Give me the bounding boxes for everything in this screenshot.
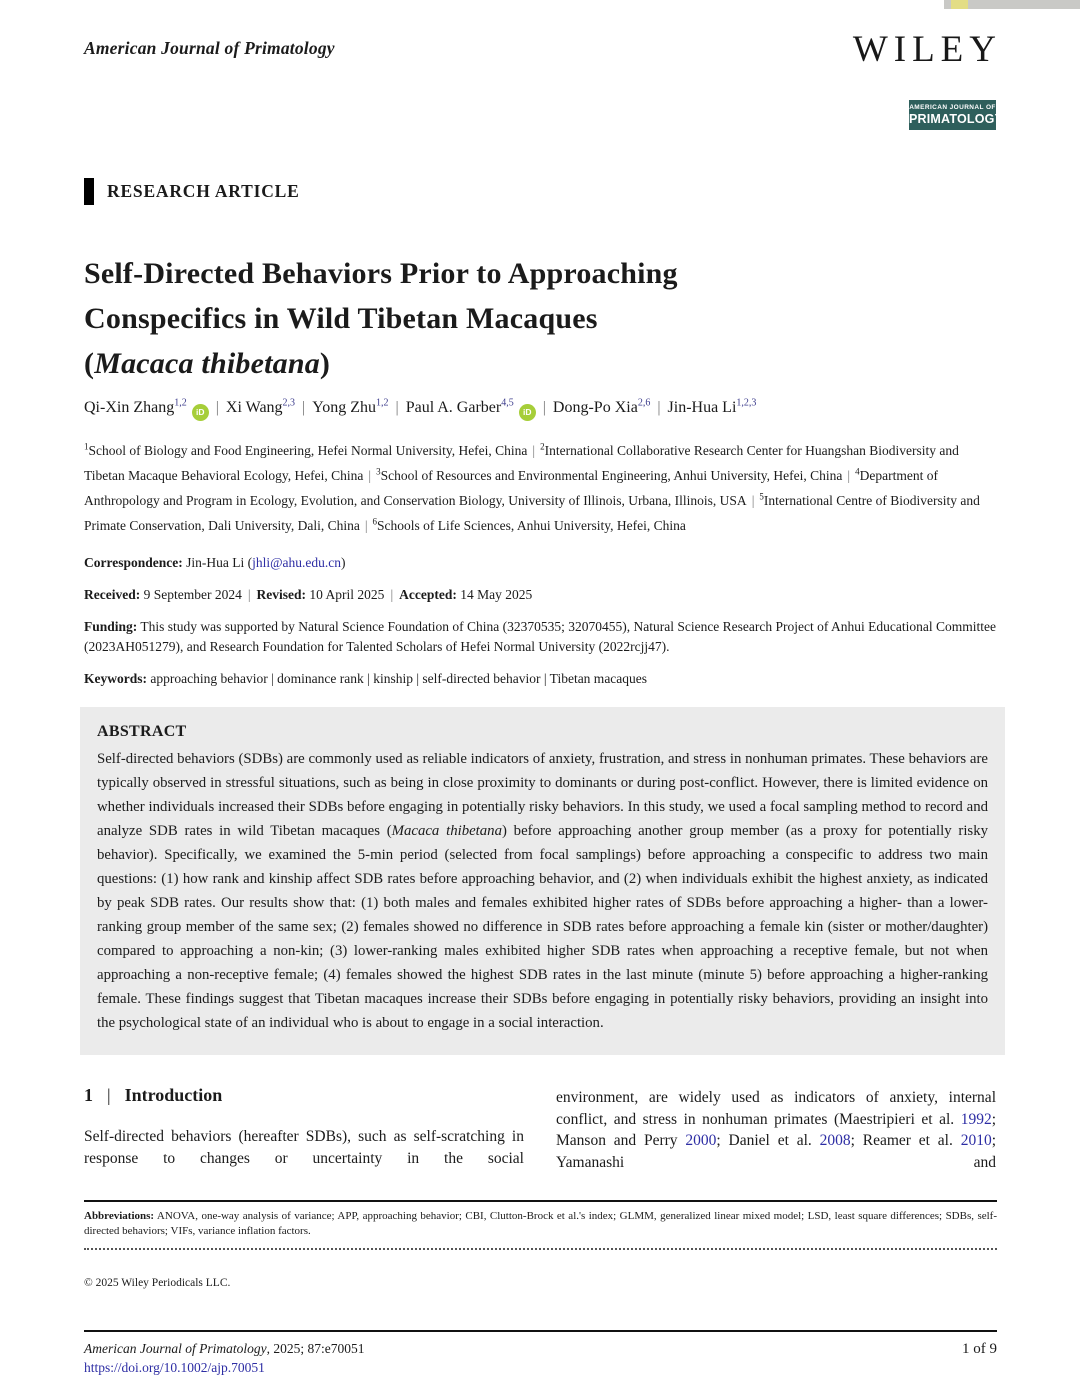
revised-date: 10 April 2025	[306, 587, 385, 603]
viewer-artifact-highlight	[951, 0, 968, 9]
footer-rule	[84, 1330, 997, 1332]
affiliation: $^2$International Collaborative Research Center for Huangshan Biodiversity and Tibetan Macaque Behavioral Ecology, Hefei, China	[84, 441, 959, 483]
orcid-icon[interactable]: iD	[192, 404, 209, 421]
author-name: Yong Zhu$^{1,2}$	[312, 398, 389, 417]
author-separator: |	[215, 399, 219, 417]
keywords-label: Keywords:	[84, 671, 147, 687]
title-line3-open: (	[84, 347, 95, 380]
history-separator: |	[390, 587, 394, 603]
affiliation-separator: |	[847, 467, 851, 483]
journal-badge	[909, 100, 1004, 130]
section-number: 1	[84, 1085, 93, 1106]
author-list	[84, 398, 996, 421]
title-line2: Conspecifics in Wild Tibetan Macaques	[84, 302, 598, 335]
introduction-section	[84, 1085, 996, 1173]
affiliation-separator: |	[532, 442, 536, 458]
history-separator: |	[247, 587, 251, 603]
author-affiliation-sup: 4,5	[501, 398, 514, 409]
citation-year-link[interactable]: 2008	[819, 1132, 851, 1150]
article-type-label: RESEARCH ARTICLE	[107, 181, 300, 201]
affiliation: $^5$International Centre of Biodiversity and Primate Conservation, Dali University, Dali, China	[84, 491, 980, 533]
keywords-text: approaching behavior | dominance rank | kinship | self-directed behavior | Tibetan macaques	[147, 671, 648, 687]
abbreviations-footnote	[84, 1200, 997, 1250]
author-affiliation-sup: 1,2	[375, 398, 389, 409]
author-name: Xi Wang$^{2,3}$	[225, 398, 296, 417]
page-header	[84, 0, 1004, 130]
section-heading	[84, 1085, 524, 1106]
intro-paragraph-left: Self-directed behaviors (hereafter SDBs), such as self-scratching in response to changes or uncertainty in the social	[84, 1128, 524, 1167]
received-label: Received:	[84, 587, 141, 603]
funding-line	[84, 617, 996, 657]
affiliation-list	[84, 436, 996, 536]
affiliation-separator: |	[364, 517, 368, 533]
article-type-marker	[84, 178, 94, 205]
affiliation: $^3$School of Resources and Environmental Engineering, Anhui University, Hefei, China	[376, 466, 843, 483]
journal-name: American Journal of Primatology	[84, 38, 335, 58]
footer-citation: , 2025; 87:e70051	[266, 1341, 365, 1356]
affiliation: $^1$School of Biology and Food Engineering, Hefei Normal University, Hefei, China	[84, 441, 528, 458]
abstract-box	[80, 707, 1005, 1055]
journal-badge-line2: PRIMATOLOGY	[909, 112, 1004, 126]
author-affiliation-sup: 1,2,3	[736, 398, 757, 409]
journal-badge-line1: AMERICAN JOURNAL OF	[909, 104, 996, 111]
page-number: 1 of 9	[962, 1341, 997, 1357]
intro-paragraph-right: environment, are widely used as indicators of anxiety, internal conflict, and stress in nonhuman primates (Maestripieri et al. 1992; Manson and Perry 2000; Daniel et al. 2008; Reamer et al. 2010; Yamanashi and	[556, 1089, 997, 1171]
doi-link[interactable]: https://doi.org/10.1002/ajp.70051	[84, 1360, 265, 1375]
affiliation-separator: |	[751, 492, 755, 508]
correspondence-text-close: )	[341, 555, 346, 571]
title-species-name: Macaca thibetana	[94, 347, 320, 380]
dotted-divider	[84, 1248, 997, 1250]
author-separator: |	[657, 399, 661, 417]
intro-right-column	[556, 1085, 996, 1173]
abbreviations-text: Abbreviations: ANOVA, one-way analysis of variance; APP, approaching behavior; CBI, Clutton-Brock et al.'s index; GLMM, generalized linear mixed model; LSD, least square differences; SDBs, self-directed behaviors; VIFs, variance inflation factors.	[84, 1210, 997, 1237]
page-footer	[84, 1339, 997, 1377]
accepted-label: Accepted:	[399, 587, 457, 603]
copyright-notice: © 2025 Wiley Periodicals LLC.	[84, 1277, 231, 1289]
correspondence-email-link[interactable]: jhli@ahu.edu.cn	[252, 555, 342, 571]
correspondence-label: Correspondence:	[84, 555, 183, 571]
correspondence-text: Jin-Hua Li (	[182, 555, 253, 571]
section-separator: |	[107, 1085, 111, 1106]
affiliation: $^6$Schools of Life Sciences, Anhui University, Hefei, China	[372, 516, 686, 533]
intro-left-column	[84, 1085, 524, 1173]
author-affiliation-sup: 2,3	[282, 398, 296, 409]
article-type-header	[84, 178, 996, 205]
section-title: Introduction	[124, 1085, 223, 1106]
species-name-italic: Macaca thibetana	[391, 823, 502, 840]
affiliation-separator: |	[368, 467, 372, 483]
correspondence-line	[84, 553, 996, 573]
article-title	[84, 251, 996, 386]
footer-citation-block	[84, 1339, 364, 1377]
author-affiliation-sup: 1,2	[174, 398, 187, 409]
author-separator: |	[395, 399, 399, 417]
author-name: Dong-Po Xia$^{2,6}$	[552, 398, 651, 417]
accepted-date: 14 May 2025	[456, 587, 533, 603]
author-separator: |	[302, 399, 306, 417]
author-name: Paul A. Garber$^{4,5}$	[405, 398, 514, 417]
abstract-text: Self-directed behaviors (SDBs) are commonly used as reliable indicators of anxiety, frustration, and stress in nonhuman primates. These behaviors are typically observed in stressful situations, such as being in close proximity to dominants or during post-conflict. However, there is limited evidence on whether individuals increased their SDBs before engaging in potentially risky behaviors. In this study, we used a focal sampling method to record and analyze SDB rates in wild Tibetan macaques (Macaca thibetana) before approaching another group member (as a proxy for potentially risky behavior). Specifically, we examined the 5-min period (selected from focal samplings) before approaching a conspecific to address two main questions: (1) how rank and kinship affect SDB rates before approaching behavior, and (2) when individuals exhibit the highest anxiety, as indicated by peak SDB rates. Our results show that: (1) both males and females exhibited higher rates of SDBs before approaching a higher- than a lower-ranking group member of the same sex; (2) females showed no difference in SDB rates before approaching a female kin (sister or mother/daughter) compared to approaching a non-kin; (3) lower-ranking males exhibited higher SDB rates when approaching a receptive female, but not when approaching a non-receptive female; (4) females showed the highest SDB rates in the last minute (minute 5) before approaching a higher-ranking female. These findings suggest that Tibetan macaques increase their SDBs before engaging in potentially risky behaviors, providing an insight into the psychological state of an individual who is about to engage in a social interaction.	[97, 751, 988, 1032]
author-affiliation-sup: 2,6	[637, 398, 651, 409]
citation-year-link[interactable]: 2000	[685, 1132, 717, 1150]
funding-text: This study was supported by Natural Science Foundation of China (32370535; 32070455), Natural Science Research Project of Anhui Educational Committee (2023AH051279), and Research Foundation for Talented Scholars of Hefei Normal University (2022rcjj47).	[84, 619, 996, 655]
footer-journal-title: American Journal of Primatology	[84, 1341, 267, 1356]
author-name: Jin-Hua Li$^{1,2,3}$	[667, 398, 757, 417]
citation-year-link[interactable]: 2010	[960, 1132, 992, 1150]
title-line1: Self-Directed Behaviors Prior to Approaching	[84, 257, 678, 290]
abbreviations-label: Abbreviations:	[84, 1210, 155, 1222]
publisher-brand	[852, 29, 1004, 130]
history-line	[84, 585, 996, 605]
received-date: 9 September 2024	[140, 587, 242, 603]
revised-label: Revised:	[256, 587, 307, 603]
citation-year-link[interactable]: 1992	[960, 1110, 992, 1128]
funding-label: Funding:	[84, 619, 138, 635]
author-separator: |	[542, 399, 546, 417]
abstract-heading: ABSTRACT	[97, 723, 187, 741]
keywords-line	[84, 669, 996, 689]
wiley-logo: WILEY	[852, 29, 1002, 70]
author-name: Qi-Xin Zhang$^{1,2}$	[84, 398, 187, 417]
title-line3-close: )	[319, 347, 331, 380]
orcid-icon[interactable]: iD	[519, 404, 536, 421]
footnote-rule	[84, 1200, 997, 1202]
affiliation: $^4$Department of Anthropology and Program in Ecology, Evolution, and Conservation Biology, University of Illinois, Urbana, Illinois, USA	[84, 466, 938, 508]
viewer-artifact-bar	[944, 0, 1080, 9]
